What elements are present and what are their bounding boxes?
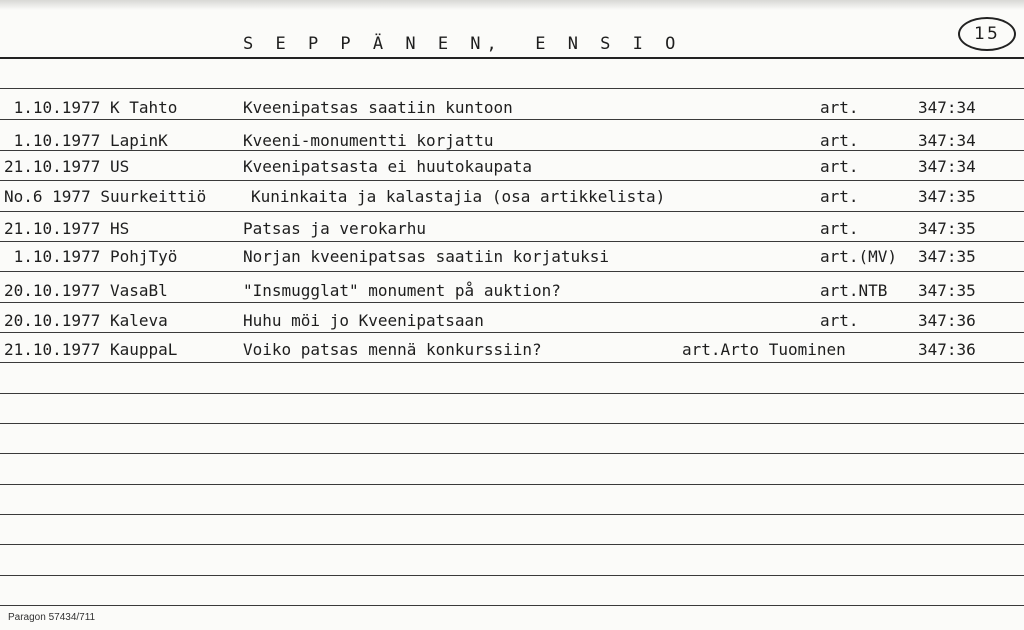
ruled-line xyxy=(0,88,1024,89)
entry-title: Huhu möi jo Kveenipatsaan xyxy=(243,311,484,330)
card-number-circle xyxy=(958,17,1016,51)
entry-row xyxy=(0,218,1024,240)
entry-title: Kveeni-monumentti korjattu xyxy=(243,131,494,150)
entry-row xyxy=(0,156,1024,178)
entry-type: art. xyxy=(820,219,859,238)
entry-source: 21.10.1977 US xyxy=(4,157,130,176)
entry-type: art. xyxy=(820,98,859,117)
entry-reference: 347:36 xyxy=(918,340,976,359)
ruled-line xyxy=(0,484,1024,485)
entry-source: 20.10.1977 Kaleva xyxy=(4,311,168,330)
ruled-line xyxy=(0,302,1024,303)
ruled-line xyxy=(0,605,1024,606)
ruled-line xyxy=(0,514,1024,515)
entry-source: 1.10.1977 K Tahto xyxy=(4,98,178,117)
entry-type: art. xyxy=(820,131,859,150)
ruled-line xyxy=(0,575,1024,576)
entry-type: art.Arto Tuominen xyxy=(682,340,846,359)
ruled-line xyxy=(0,211,1024,212)
ruled-line xyxy=(0,423,1024,424)
entry-source: 21.10.1977 KauppaL xyxy=(4,340,178,359)
entry-reference: 347:34 xyxy=(918,157,976,176)
entry-reference: 347:34 xyxy=(918,98,976,117)
entry-type: art.NTB xyxy=(820,281,888,300)
entry-title: Kuninkaita ja kalastajia (osa artikkelista) xyxy=(251,187,666,206)
entry-title: Patsas ja verokarhu xyxy=(243,219,427,238)
ruled-line xyxy=(0,271,1024,272)
entry-type: art. xyxy=(820,187,859,206)
card-top-edge xyxy=(0,0,1024,10)
entry-reference: 347:35 xyxy=(918,247,976,266)
ruled-line xyxy=(0,180,1024,181)
card-heading-name: S E P P Ä N E N, E N S I O xyxy=(243,34,682,54)
entry-reference: 347:34 xyxy=(918,131,976,150)
entry-title: Voiko patsas mennä konkurssiin? xyxy=(243,340,542,359)
ruled-line xyxy=(0,241,1024,242)
ruled-line xyxy=(0,119,1024,120)
entry-source: 21.10.1977 HS xyxy=(4,219,130,238)
ruled-line xyxy=(0,57,1024,59)
entry-reference: 347:35 xyxy=(918,187,976,206)
ruled-line xyxy=(0,332,1024,333)
entry-row xyxy=(0,246,1024,268)
entry-title: Kveenipatsas saatiin kuntoon xyxy=(243,98,513,117)
entry-reference: 347:36 xyxy=(918,311,976,330)
entry-reference: 347:35 xyxy=(918,281,976,300)
entry-title: "Insmugglat" monument på auktion? xyxy=(243,281,561,300)
entry-source: 1.10.1977 LapinK xyxy=(4,131,168,150)
entry-source: No.6 1977 Suurkeittiö xyxy=(4,187,207,206)
entry-reference: 347:35 xyxy=(918,219,976,238)
ruled-line xyxy=(0,544,1024,545)
entry-row xyxy=(0,97,1024,119)
entry-title: Norjan kveenipatsas saatiin korjatuksi xyxy=(243,247,610,266)
entry-row xyxy=(0,130,1024,152)
card-number: 15 xyxy=(974,24,1000,44)
entry-row xyxy=(0,310,1024,332)
entry-row xyxy=(0,186,1024,208)
entry-type: art. xyxy=(820,311,859,330)
entry-source: 20.10.1977 VasaBl xyxy=(4,281,168,300)
entry-row xyxy=(0,339,1024,361)
ruled-line xyxy=(0,393,1024,394)
entry-row xyxy=(0,280,1024,302)
entry-type: art.(MV) xyxy=(820,247,898,266)
entry-title: Kveenipatsasta ei huutokaupata xyxy=(243,157,532,176)
entry-type: art. xyxy=(820,157,859,176)
entry-source: 1.10.1977 PohjTyö xyxy=(4,247,178,266)
printer-imprint: Paragon 57434/711 xyxy=(8,612,96,623)
ruled-line xyxy=(0,362,1024,363)
ruled-line xyxy=(0,453,1024,454)
